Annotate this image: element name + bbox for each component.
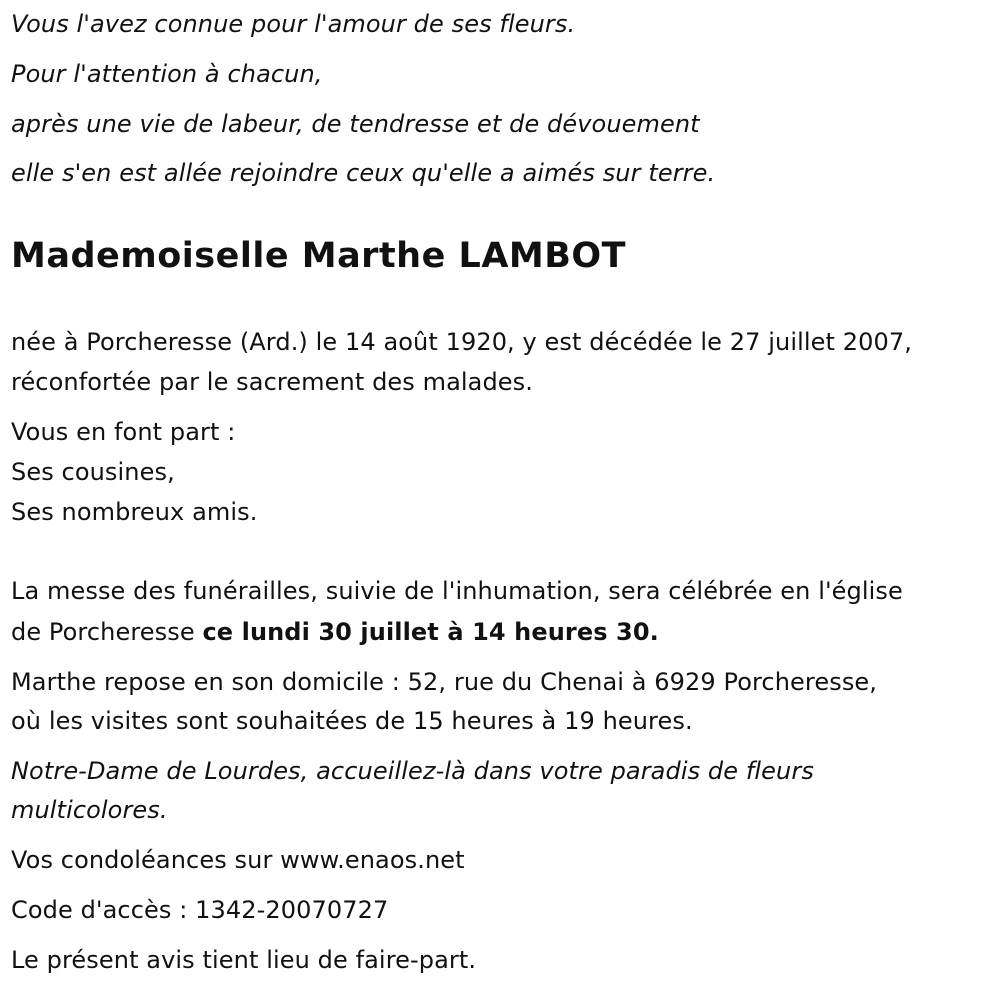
funeral-line-1: La messe des funérailles, suivie de l'inhumation, sera célébrée en l'église xyxy=(11,577,903,605)
family-cousins: Ses cousines, xyxy=(11,458,175,486)
birth-line-2: réconfortée par le sacrement des malades. xyxy=(11,368,533,396)
poem-line-3: après une vie de labeur, de tendresse et de dévouement xyxy=(11,110,700,138)
family-intro: Vous en font part : xyxy=(11,418,236,446)
birth-line-1: née à Porcheresse (Ard.) le 14 août 1920, y est décédée le 27 juillet 2007, xyxy=(11,328,912,356)
prayer-line-1: Notre-Dame de Lourdes, accueillez-là dans votre paradis de fleurs xyxy=(11,757,814,785)
poem-line-4: elle s'en est allée rejoindre ceux qu'elle a aimés sur terre. xyxy=(11,159,716,187)
deceased-name: Mademoiselle Marthe LAMBOT xyxy=(11,236,627,276)
funeral-date-time: ce lundi 30 juillet à 14 heures 30. xyxy=(202,618,659,646)
rest-line-2: où les visites sont souhaitées de 15 heures à 19 heures. xyxy=(11,707,693,735)
rest-line-1: Marthe repose en son domicile : 52, rue du Chenai à 6929 Porcheresse, xyxy=(11,668,878,696)
condolences-link: Vos condoléances sur www.enaos.net xyxy=(11,846,465,874)
funeral-line-2 xyxy=(11,616,659,648)
prayer-line-2: multicolores. xyxy=(11,796,168,824)
access-code: Code d'accès : 1342-20070727 xyxy=(11,896,389,924)
poem-line-1: Vous l'avez connue pour l'amour de ses fleurs. xyxy=(11,10,576,38)
poem-line-2: Pour l'attention à chacun, xyxy=(11,60,323,88)
funeral-line-2-prefix: de Porcheresse xyxy=(11,618,203,646)
family-friends: Ses nombreux amis. xyxy=(11,498,258,526)
notice-text: Le présent avis tient lieu de faire-part. xyxy=(11,946,477,974)
